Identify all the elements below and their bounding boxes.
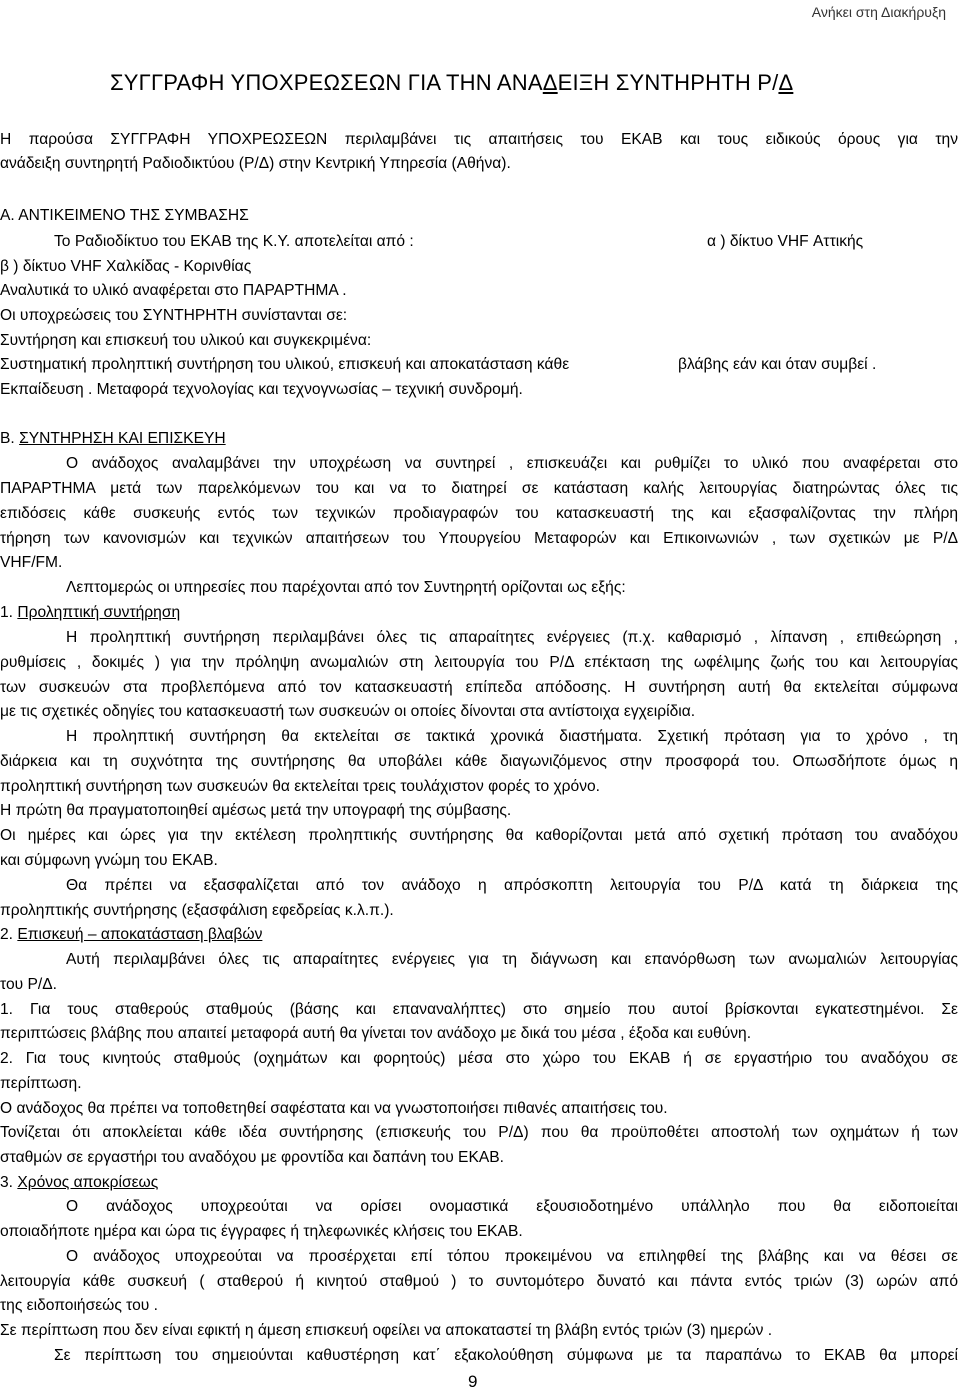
paragraph-line: προληπτικής συντήρησης (εξασφάλιση εφεδρείας κ.λ.π.). [0,902,394,919]
subsection-number: 1. [0,604,18,621]
paragraph-line: VHF/FM. [0,554,63,571]
paragraph-line: 2. Για τους κινητούς σταθμούς (οχημάτων και φορητούς) μέσα στο χώρο του ΕΚΑΒ ή σε εργαστήριο του αναδόχου σε [0,1050,958,1067]
paragraph-line: λειτουργία κάθε συσκευή ( σταθερού ή κινητού σταθμού ) το συντομότερο δυνατό και πάντα εντός τριών (3) ωρών από [0,1273,958,1290]
paragraph-line: ρυθμίσεις , δοκιμές ) για την πρόληψη ανωμαλιών στη λειτουργία του Ρ/Δ επέκταση της ωφέλιμης ζωής του και λειτουργίας [0,654,958,671]
paragraph-line: 1. Για τους σταθερούς σταθμούς (βάσης και επαναναλήπτες) στο σημείο που αυτοί βρίσκονται εγκατεστημένοι. Σε [0,1001,958,1018]
section-a-line: α ) δίκτυο VHF Αττικής [707,233,864,250]
section-a-line: Οι υποχρεώσεις του ΣΥΝΤΗΡΗΤΗ συνίστανται σε: [0,307,348,324]
paragraph-line: Σε περίπτωση που δεν είναι εφικτή η άμεση επισκευή οφείλει να αποκαταστεί τη βλάβη εντός τριών (3) ημερών . [0,1322,773,1339]
section-a-line: Το Ραδιοδίκτυο του ΕΚΑΒ της Κ.Υ. αποτελείται από : [54,233,414,250]
paragraph-line: Ο ανάδοχος θα πρέπει να τοποθετηθεί σαφέστατα και να γνωστοποιήσει πιθανές απαιτήσεις του. [0,1100,668,1117]
section-a-line: Συντήρηση και επισκευή του υλικού και συγκεκριμένα: [0,332,372,349]
paragraph-line: και σύμφωνη γνώμη του ΕΚΑΒ. [0,852,218,869]
paragraph-line: του Ρ/Δ. [0,976,57,993]
section-b-heading [0,428,226,450]
intro-line: ανάδειξη συντηρητή Ραδιοδικτύου (Ρ/Δ) στην Κεντρική Υπηρεσία (Αθήνα). [0,155,511,172]
subsection-3-heading [0,1172,158,1194]
paragraph-line: Ο ανάδοχος υποχρεούται να προσέρχεται επί τόπου προκειμένου να επιληφθεί της βλάβης και να θέσει σε [66,1248,958,1265]
paragraph-line: περίπτωση. [0,1075,82,1092]
subsection-2-heading [0,924,262,946]
paragraph-line: Σε περίπτωση του σημειούνται καθυστέρηση κατ΄ εξακολούθηση σύμφωνα με τα παραπάνω το ΕΚΑΒ θα μπορεί [54,1347,958,1364]
subsection-title: Επισκευή – αποκατάσταση βλαβών [17,926,263,943]
paragraph-line: Η προληπτική συντήρηση θα εκτελείται σε τακτικά χρονικά διαστήματα. Σχετική πρόταση για το χρόνο , τη [66,728,958,745]
section-b-title: ΣΥΝΤΗΡΗΣΗ ΚΑΙ ΕΠΙΣΚΕΥΗ [19,430,226,447]
paragraph-line: οποιαδήποτε ημέρα και ώρα τις έγγραφες ή τηλεφωνικές κλήσεις του ΕΚΑΒ. [0,1223,523,1240]
section-a-heading: Α. ΑΝΤΙΚΕΙΜΕΝΟ ΤΗΣ ΣΥΜΒΑΣΗΣ [0,207,249,224]
paragraph-line: Λεπτομερώς οι υπηρεσίες που παρέχονται από τον Συντηρητή ορίζονται ως εξής: [66,579,626,596]
title-part-4: Δ [778,70,794,95]
paragraph-line: της ειδοποιήσεώς του . [0,1297,158,1314]
paragraph-line: διάρκεια και τη συχνότητα της συντήρησης θα υποβάλει κάθε διαγωνιζόμενος στην προσφορά του. Οπωσδήποτε όμως η [0,753,958,770]
subsection-number: 2. [0,926,18,943]
subsection-title: Προληπτική συντήρηση [17,604,181,621]
section-b-prefix: Β. [0,430,20,447]
header-note: Ανήκει στη Διακήρυξη [811,4,946,20]
section-a-line: βλάβης εάν και όταν συμβεί . [678,356,877,373]
paragraph-line: Η προληπτική συντήρηση περιλαμβάνει όλες τις απαραίτητες ενέργειες (π.χ. καθαρισμό , λίπανση , επιθεώρηση , [66,629,958,646]
intro-line: Η παρούσα ΣΥΓΓΡΑΦΗ ΥΠΟΧΡΕΩΣΕΩΝ περιλαμβάνει τις απαιτήσεις του ΕΚΑΒ και τους ειδικούς όρους για την [0,131,958,148]
subsection-title: Χρόνος αποκρίσεως [17,1174,159,1191]
paragraph-line: τήρηση των κανονισμών και τεχνικών απαιτήσεων του Υπουργείου Μεταφορών και Επικοινωνιών , των σχετικών με Ρ/Δ [0,530,958,547]
paragraph-line: Ο ανάδοχος υποχρεούται να ορίσει ονομαστικά εξουσιοδοτημένο υπάλληλο που θα ειδοποιείται [66,1198,958,1215]
paragraph-line: με τις σχετικές οδηγίες του κατασκευαστή των συσκευών οι οποίες δίνονται στα αντίστοιχα εγχειρίδια. [0,703,696,720]
subsection-1-heading [0,602,180,624]
title-part-1: ΣΥΓΓΡΑΦΗ ΥΠΟΧΡΕΩΣΕΩΝ ΓΙΑ ΤΗΝ ΑΝΑ [110,70,543,95]
paragraph-line: των συσκευών στα προβλεπόμενα από τον κατασκευαστή επίπεδα απόδοσης. Η συντήρηση αυτή θα εκτελείται σύμφωνα [0,679,958,696]
paragraph-line: Ο ανάδοχος αναλαμβάνει την υποχρέωση να συντηρεί , επισκευάζει και ρυθμίζει το υλικό που αναφέρεται στο [66,455,958,472]
section-a-line: β ) δίκτυο VHF Χαλκίδας - Κορινθίας [0,258,252,275]
paragraph-line: Αυτή περιλαμβάνει όλες τις απαραίτητες ενέργειες για τη διάγνωση και επανόρθωση των ανωμαλιών λειτουργίας [66,951,958,968]
title-part-3: ΕΙΞΗ ΣΥΝΤΗΡΗΤΗ Ρ/ [557,70,779,95]
title-part-2: Δ [542,70,558,95]
section-a-line: Αναλυτικά το υλικό αναφέρεται στο ΠΑΡΑΡΤΗΜΑ . [0,282,347,299]
paragraph-line: σταθμών σε εργαστήρι του αναδόχου με φροντίδα και δαπάνη του ΕΚΑΒ. [0,1149,504,1166]
paragraph-line: Η πρώτη θα πραγματοποιηθεί αμέσως μετά την υπογραφή της σύμβασης. [0,802,512,819]
paragraph-line: Τονίζεται ότι αποκλείεται κάθε ιδέα συντήρησης (επισκευής του Ρ/Δ) που θα προϋποθέτει αποστολή των οχημάτων ή των [0,1124,958,1141]
paragraph-line: προληπτική συντήρηση των συσκευών θα εκτελείται τρεις τουλάχιστον φορές το χρόνο. [0,778,601,795]
section-a-line: Εκπαίδευση . Μεταφορά τεχνολογίας και τεχνογνωσίας – τεχνική συνδρομή. [0,381,523,398]
paragraph-line: περιπτώσεις βλάβης που απαιτεί μεταφορά αυτή θα γίνεται τον ανάδοχο με δικά του μέσα , έξοδα και ευθύνη. [0,1025,752,1042]
paragraph-line: Οι ημέρες και ώρες για την εκτέλεση προληπτικής συντήρησης θα καθορίζονται μετά από σχετική πρόταση του αναδόχου [0,827,958,844]
subsection-number: 3. [0,1174,18,1191]
page-number: 9 [468,1372,478,1391]
section-a-line: Συστηματική προληπτική συντήρηση του υλικού, επισκευή και αποκατάσταση κάθε [0,356,570,373]
paragraph-line: επιδόσεις κάθε συσκευής εντός των τεχνικών προδιαγραφών του κατασκευαστή της και εξασφαλίζοντας την πλήρη [0,505,958,522]
paragraph-line: ΠΑΡΑΡΤΗΜΑ μετά των παρελκόμενων του και να το διατηρεί σε κατάσταση καλής λειτουργίας διατηρώντας όλες τις [0,480,958,497]
page-title [110,70,793,96]
paragraph-line: Θα πρέπει να εξασφαλίζεται από τον ανάδοχο η απρόσκοπτη λειτουργία του Ρ/Δ κατά τη διάρκεια της [66,877,958,894]
